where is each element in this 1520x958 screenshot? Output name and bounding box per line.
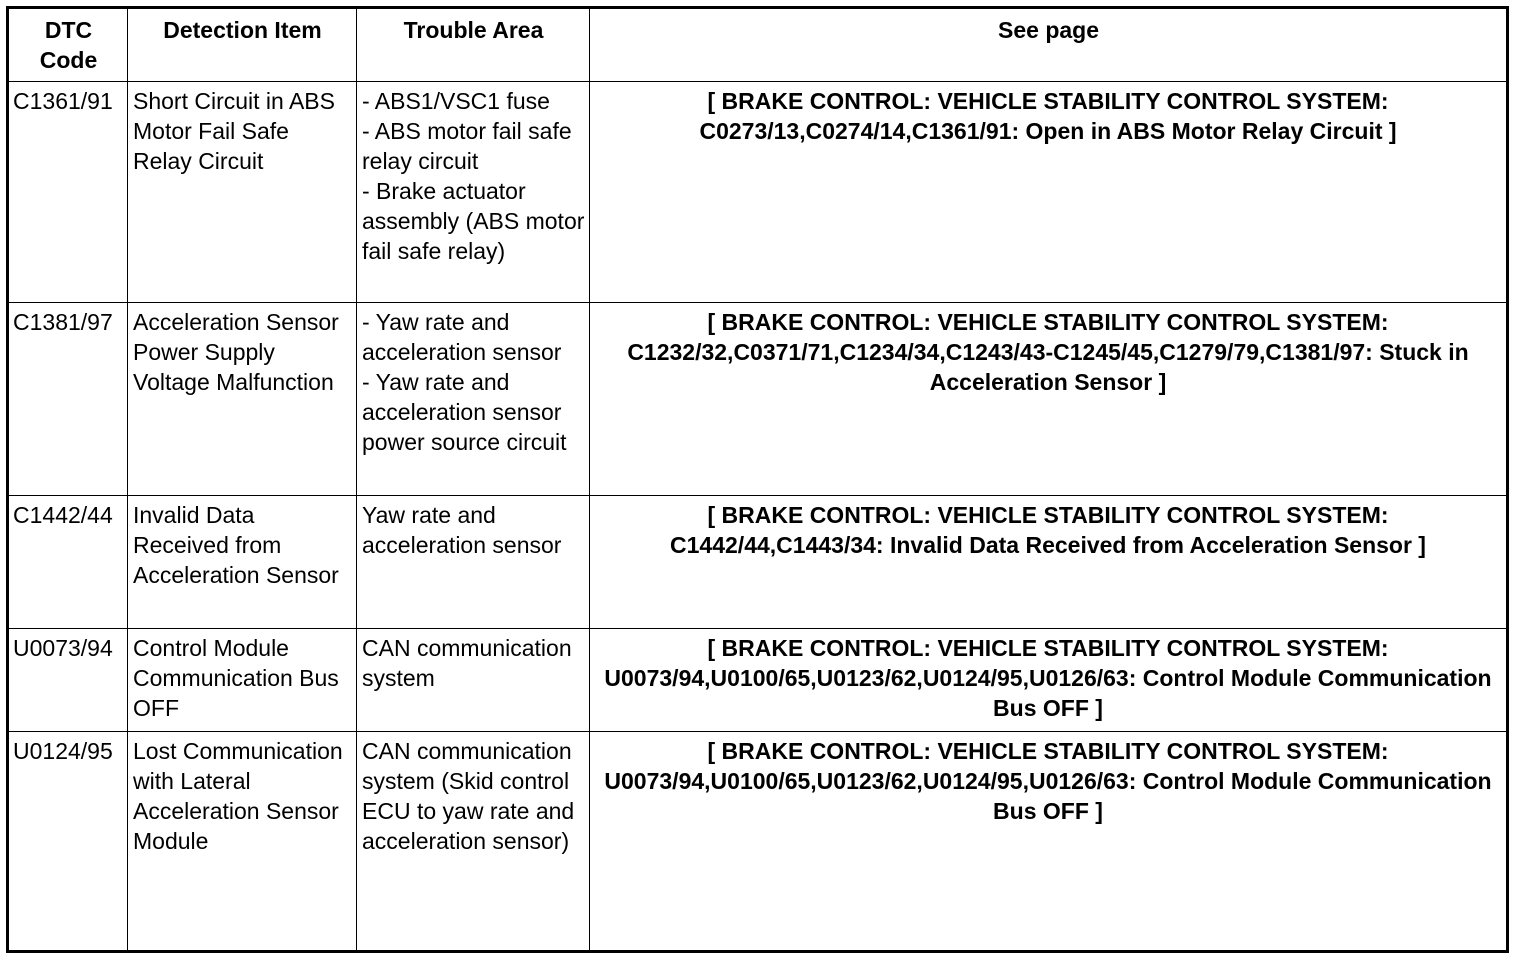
table-row — [8, 303, 1508, 496]
trouble-area-item: - Yaw rate and acceleration sensor — [362, 309, 562, 365]
table-row — [8, 629, 1508, 732]
dtc-code-cell: U0124/95 — [8, 732, 128, 952]
trouble-area-cell — [357, 303, 590, 496]
dtc-table — [6, 6, 1509, 953]
header-detection-item: Detection Item — [128, 8, 357, 82]
detection-item-cell: Control Module Communication Bus OFF — [128, 629, 357, 732]
header-dtc-code: DTC Code — [8, 8, 128, 82]
header-see-page: See page — [590, 8, 1508, 82]
dtc-code-cell: C1361/91 — [8, 82, 128, 303]
header-trouble-area: Trouble Area — [357, 8, 590, 82]
trouble-area-item: - ABS motor fail safe relay circuit — [362, 118, 572, 174]
see-page-link[interactable]: [ BRAKE CONTROL: VEHICLE STABILITY CONTROL SYSTEM: C0273/13,C0274/14,C1361/91: Open in ABS Motor Relay Circuit ] — [590, 82, 1508, 303]
trouble-area-cell — [357, 496, 590, 629]
see-page-link[interactable]: [ BRAKE CONTROL: VEHICLE STABILITY CONTROL SYSTEM: U0073/94,U0100/65,U0123/62,U0124/95,U0126/63: Control Module Communication Bus OFF ] — [590, 629, 1508, 732]
trouble-area-item: - Brake actuator assembly (ABS motor fail safe relay) — [362, 178, 585, 264]
trouble-area-cell — [357, 82, 590, 303]
detection-item-cell: Acceleration Sensor Power Supply Voltage Malfunction — [128, 303, 357, 496]
see-page-link[interactable]: [ BRAKE CONTROL: VEHICLE STABILITY CONTROL SYSTEM: U0073/94,U0100/65,U0123/62,U0124/95,U0126/63: Control Module Communication Bus OFF ] — [590, 732, 1508, 952]
dtc-code-cell: C1442/44 — [8, 496, 128, 629]
table-row — [8, 82, 1508, 303]
trouble-area-item: Yaw rate and acceleration sensor — [362, 502, 562, 558]
trouble-area-item: - ABS1/VSC1 fuse — [362, 88, 550, 114]
see-page-link[interactable]: [ BRAKE CONTROL: VEHICLE STABILITY CONTROL SYSTEM: C1232/32,C0371/71,C1234/34,C1243/43-C1245/45,C1279/79,C1381/97: Stuck in Acceleration Sensor ] — [590, 303, 1508, 496]
trouble-area-item: CAN communication system — [362, 635, 572, 691]
dtc-code-cell: C1381/97 — [8, 303, 128, 496]
table-row — [8, 732, 1508, 952]
table-row — [8, 496, 1508, 629]
header-row — [8, 8, 1508, 82]
detection-item-cell: Short Circuit in ABS Motor Fail Safe Relay Circuit — [128, 82, 357, 303]
detection-item-cell: Invalid Data Received from Acceleration Sensor — [128, 496, 357, 629]
trouble-area-item: - Yaw rate and acceleration sensor power source circuit — [362, 369, 567, 455]
detection-item-cell: Lost Communication with Lateral Acceleration Sensor Module — [128, 732, 357, 952]
dtc-code-cell: U0073/94 — [8, 629, 128, 732]
trouble-area-item: CAN communication system (Skid control ECU to yaw rate and acceleration sensor) — [362, 738, 575, 854]
trouble-area-cell — [357, 732, 590, 952]
trouble-area-cell — [357, 629, 590, 732]
see-page-link[interactable]: [ BRAKE CONTROL: VEHICLE STABILITY CONTROL SYSTEM: C1442/44,C1443/34: Invalid Data Received from Acceleration Sensor ] — [590, 496, 1508, 629]
